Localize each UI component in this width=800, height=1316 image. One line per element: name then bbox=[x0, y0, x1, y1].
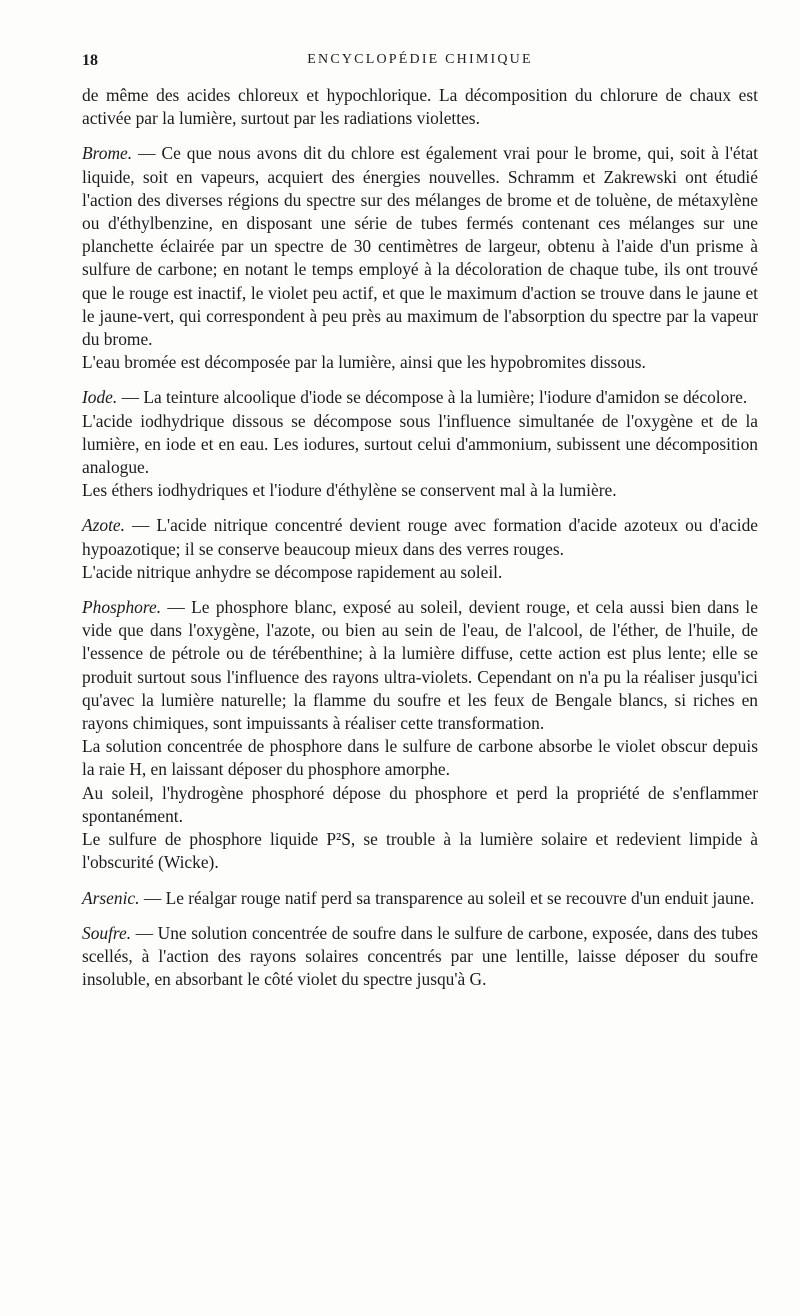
section-head-iode: Iode. bbox=[82, 387, 118, 408]
paragraph-ethers-iodhydriques: Les éthers iodhydriques et l'iodure d'éthylène se conservent mal à la lumière. bbox=[82, 480, 617, 501]
paragraph-solution-phosphore: La solution concentrée de phosphore dans le sulfure de carbone absorbe le violet obscur depuis la raie H, en laissant déposer du phosphore amorphe. bbox=[82, 736, 758, 780]
paragraph-azote: Azote. — L'acide nitrique concentré devient rouge avec formation d'acide azoteux ou d'acide hypoazotique; il se conserve beaucoup mieux dans des verres rouges. bbox=[82, 515, 758, 559]
paragraph-soufre: Soufre. — Une solution concentrée de soufre dans le sulfure de carbone, exposée, dans des tubes scellés, à l'action des rayons solaires concentrés par une lentille, laisse déposer du soufre insoluble, en absorbant le côté violet du spectre jusqu'à G. bbox=[82, 922, 758, 990]
paragraph-acide-iodhydrique: L'acide iodhydrique dissous se décompose sous l'influence simultanée de l'oxygène et de la lumière, en iode et en eau. Les iodures, surtout celui d'ammonium, subissent une décomposition analogue. bbox=[82, 410, 758, 478]
section-head-brome: Brome. bbox=[82, 143, 133, 164]
body-text bbox=[82, 84, 758, 991]
paragraph-arsenic: Arsenic. — Le réalgar rouge natif perd sa transparence au soleil et se recouvre d'un enduit jaune. bbox=[82, 887, 755, 908]
page-number: 18 bbox=[82, 52, 98, 69]
paragraph-sulfure-phosphore: Le sulfure de phosphore liquide P²S, se trouble à la lumière solaire et redevient limpide à l'obscurité (Wicke). bbox=[82, 829, 758, 873]
section-head-arsenic: Arsenic. bbox=[82, 887, 140, 908]
section-head-azote: Azote. bbox=[82, 515, 125, 536]
page-header bbox=[82, 52, 758, 74]
paragraph-brome: Brome. — Ce que nous avons dit du chlore est également vrai pour le brome, qui, soit à l'état liquide, soit en vapeurs, acquiert des énergies nouvelles. Schramm et Zakrewski ont étudié l'action des diverses régions du spectre sur des mélanges de brome et de toluène, de métaxylène ou d'éthylbenzine, en disposant une série de tubes fermés contenant ces mélanges sur une planchette éclairée par un spectre de 30 centimètres de largeur, obtenu à l'aide d'un prisme à sulfure de carbone; en notant le temps employé à la décoloration de chaque tube, ils ont trouvé que le rouge est inactif, le violet peu actif, et que le maximum d'action se trouve dans le jaune et le jaune-vert, qui correspondent à peu près au maximum de l'absorption du spectre par la vapeur du brome. bbox=[82, 143, 758, 350]
paragraph-phosphore: Phosphore. — Le phosphore blanc, exposé au soleil, devient rouge, et cela aussi bien dans le vide que dans l'oxygène, l'azote, ou bien au sein de l'eau, de l'alcool, de l'éther, de l'huile, de l'essence de pétrole ou de térébenthine; à la lumière diffuse, cette action est plus lente; elle se produit surtout sous l'influence des rayons ultra-violets. Cependant on n'a pu la réaliser jusqu'ici qu'avec la lumière naturelle; la flamme du soufre et les feux de Bengale blancs, si riches en rayons chimiques, sont impuissants à réaliser cette transformation. bbox=[82, 597, 758, 734]
running-title: ENCYCLOPÉDIE CHIMIQUE bbox=[307, 52, 533, 67]
paragraph-continuation: de même des acides chloreux et hypochlorique. La décomposition du chlorure de chaux est activée par la lumière, surtout par les radiations violettes. bbox=[82, 85, 758, 129]
paragraph-acide-nitrique-anhydre: L'acide nitrique anhydre se décompose rapidement au soleil. bbox=[82, 561, 503, 582]
paragraph-hydrogene-phosphore: Au soleil, l'hydrogène phosphoré dépose du phosphore et perd la propriété de s'enflammer spontanément. bbox=[82, 782, 758, 826]
section-head-phosphore: Phosphore. bbox=[82, 597, 162, 618]
paragraph-eau-bromee: L'eau bromée est décomposée par la lumière, ainsi que les hypobromites dissous. bbox=[82, 352, 646, 373]
section-head-soufre: Soufre. bbox=[82, 922, 132, 943]
paragraph-iode: Iode. — La teinture alcoolique d'iode se décompose à la lumière; l'iodure d'amidon se décolore. bbox=[82, 387, 748, 408]
